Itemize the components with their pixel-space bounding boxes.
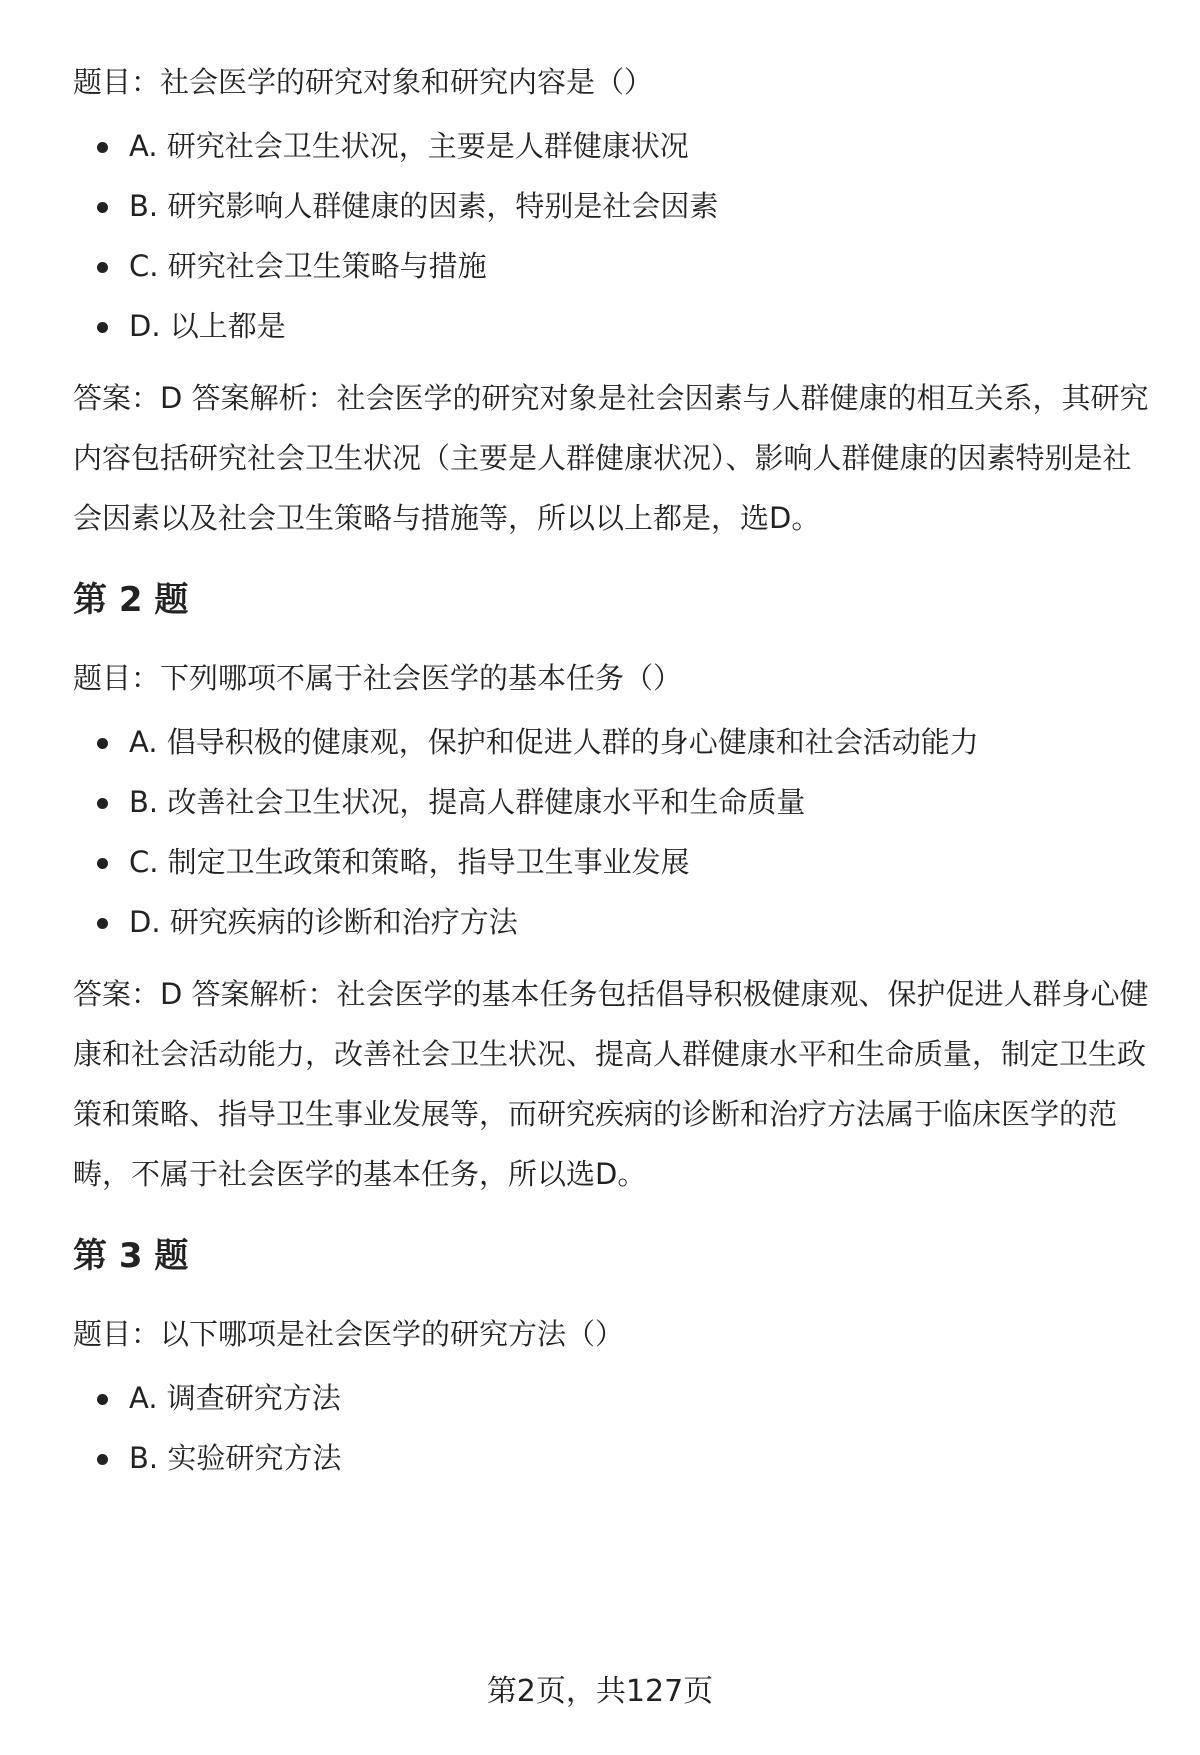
question-3-option-a: A. 调查研究方法 (73, 1378, 1153, 1418)
question-3-options (73, 1378, 1153, 1478)
question-1-options (73, 126, 1153, 346)
question-3-heading: 第 3 题 (73, 1236, 189, 1276)
question-3-text: 题目：以下哪项是社会医学的研究方法（） (73, 1317, 625, 1351)
question-2-option-b: B. 改善社会卫生状况，提高人群健康水平和生命质量 (73, 782, 1153, 822)
question-1-text: 题目：社会医学的研究对象和研究内容是（） (73, 65, 654, 99)
question-1-option-a: A. 研究社会卫生状况，主要是人群健康状况 (73, 126, 1153, 166)
question-3-option-b: B. 实验研究方法 (73, 1438, 1153, 1478)
question-2-option-d: D. 研究疾病的诊断和治疗方法 (73, 902, 1153, 942)
question-2-text: 题目：下列哪项不属于社会医学的基本任务（） (73, 661, 683, 695)
question-2-option-c: C. 制定卫生政策和策略，指导卫生事业发展 (73, 842, 1153, 882)
question-1-option-c: C. 研究社会卫生策略与措施 (73, 246, 1153, 286)
question-2-answer: 答案：D 答案解析：社会医学的基本任务包括倡导积极健康观、保护促进人群身心健康和社会活动能力，改善社会卫生状况、提高人群健康水平和生命质量，制定卫生政策和策略、指导卫生事业发展等，而研究疾病的诊断和治疗方法属于临床医学的范畴，不属于社会医学的基本任务，所以选D。 (73, 977, 1149, 1191)
question-2-option-a: A. 倡导积极的健康观，保护和促进人群的身心健康和社会活动能力 (73, 722, 1153, 762)
question-2-options (73, 722, 1153, 942)
page-footer: 第2页，共127页 (486, 1674, 714, 1709)
question-1-option-b: B. 研究影响人群健康的因素，特别是社会因素 (73, 186, 1153, 226)
question-2-heading: 第 2 题 (73, 580, 189, 620)
question-1-answer: 答案：D 答案解析：社会医学的研究对象是社会因素与人群健康的相互关系，其研究内容包括研究社会卫生状况（主要是人群健康状况）、影响人群健康的因素特别是社会因素以及社会卫生策略与措施等，所以以上都是，选D。 (73, 381, 1149, 535)
document-body (73, 62, 1153, 1500)
question-1-option-d: D. 以上都是 (73, 306, 1153, 346)
